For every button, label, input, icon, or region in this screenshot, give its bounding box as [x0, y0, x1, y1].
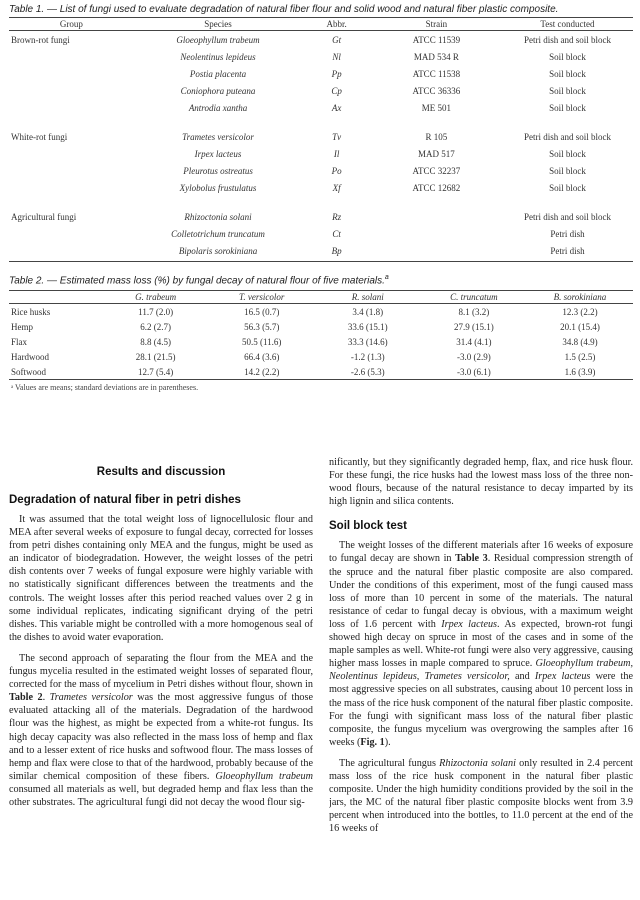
table1-cell-test: Petri dish and soil block	[523, 34, 611, 45]
table2-header-row	[9, 291, 633, 304]
table1-cell-abbr: Gt	[332, 34, 342, 45]
table1-cell-test: Soil block	[549, 148, 586, 159]
table1-cell-abbr: Ct	[332, 228, 341, 239]
table1-cell-species: Xylobolus frustulatus	[179, 182, 257, 193]
table2-cell-value: 12.3 (2.2)	[562, 306, 598, 317]
paragraph-soil-1	[329, 539, 633, 749]
table-reference: Table 3	[455, 553, 488, 565]
table2-cell-value: 28.1 (21.5)	[135, 351, 176, 362]
table1-row	[9, 208, 633, 225]
table1-cell-abbr: Rz	[332, 211, 342, 222]
table1-cell-strain: ATCC 11538	[412, 68, 461, 79]
table1-cell-strain: ME 501	[421, 102, 452, 113]
text-span: ).	[384, 736, 391, 748]
section-heading-results: Results and discussion	[96, 466, 226, 478]
page	[9, 4, 633, 392]
table2-cell-value: 8.8 (4.5)	[140, 336, 171, 347]
table2-cell-value: 14.2 (2.2)	[244, 366, 280, 377]
table2-cell-material: Hemp	[11, 321, 33, 332]
species-name: Gloeophyllum trabeum	[215, 770, 313, 782]
table2-cell-value: 20.1 (15.4)	[560, 321, 600, 332]
table1-header-species: Species	[204, 19, 232, 29]
table1-gap-cell	[9, 196, 633, 208]
table2-bottom-rule	[9, 379, 633, 380]
table1-cell-strain: ATCC 32237	[412, 165, 461, 176]
table1-cell-species: Neolentinus lepideus	[180, 51, 256, 62]
table1-cell-strain	[371, 225, 502, 242]
table2-caption-mark: a	[384, 274, 389, 281]
table2-cell-value: 33.6 (15.1)	[347, 321, 388, 332]
table1-cell-species: Coniophora puteana	[180, 85, 256, 96]
paragraph-petri-1: It was assumed that the total weight loss of lignocellulosic flour and MEA after several weeks of exposure to fungal decay, corrected for losses from petri dishes containing only MEA and the fungus, might be used as an indicator of biodegradation. However, the weight losses of the petri dish contents over 7 weeks of fungal exposure were highly variable with no statistically significant differences between the treatments and the controls. The weight losses after this period reached values over 2 g in some individual replicates, indicating significant drying of the petri dishes. This variable might be controlled with a more homogenous seal of the dishes to avoid water evaporation.	[9, 514, 313, 643]
table1-cell-test: Petri dish and soil block	[523, 211, 611, 222]
text-span: and	[509, 671, 535, 683]
table2-cell-value: 8.1 (3.2)	[458, 306, 490, 317]
species-name: Irpex lacteus	[441, 618, 498, 630]
table1-cell-test: Petri dish and soil block	[523, 131, 611, 142]
table2-header-gt: G. trabeum	[135, 292, 177, 303]
body-columns	[9, 456, 633, 900]
table2-cell-value: 66.4 (3.6)	[244, 351, 280, 362]
table1-cell-group	[9, 65, 134, 82]
table1-header-test: Test conducted	[540, 19, 595, 29]
table1-cell-species: Trametes versicolor	[182, 131, 254, 142]
table1-group-gap	[9, 196, 633, 208]
table1-row	[9, 82, 633, 99]
table2-cell-value: 1.5 (2.5)	[564, 351, 596, 362]
table1-bottom-rule	[9, 261, 633, 262]
text-span: only resulted in 2.4 percent mass loss of the rice husk component in the natural fiber plastic composite. Under the high humidity conditions provided by the soil in the jars, the MC of the natural fiber plastic composite blocks went from 3.9 percent when introduced into the bottles, to 11.0 percent at the end of the 16 weeks of	[329, 757, 633, 835]
table1-cell-abbr: Ax	[331, 102, 342, 113]
table2-cell-value: -3.0 (6.1)	[456, 366, 491, 377]
table1-cell-species: Antrodia xantha	[188, 102, 248, 113]
table1-cell-strain: MAD 534 R	[413, 51, 459, 62]
table1-cell-strain: MAD 517	[418, 148, 455, 159]
table1-cell-strain: R 105	[425, 131, 448, 142]
table2-row	[9, 304, 633, 320]
table1-cell-strain	[371, 208, 502, 225]
table2-row	[9, 334, 633, 349]
table1-cell-abbr: Cp	[331, 85, 342, 96]
table1-cell-species: Colletotrichum truncatum	[171, 228, 265, 239]
table2-header-material	[9, 291, 103, 304]
table2-row	[9, 364, 633, 379]
table2-cell-value: 31.4 (4.1)	[456, 336, 492, 347]
text-span: . As expected, brown-rot fungi showed high decay on spruce in most of the cases and in some of the maple samples as well. White-rot fungi were also very aggressive, causing higher mass losses in maple compared to spruce.	[329, 618, 633, 670]
table2-cell-value: 6.2 (2.7)	[140, 321, 171, 332]
table2-cell-value: 16.5 (0.7)	[244, 306, 280, 317]
table2-cell-value: -2.6 (5.3)	[350, 366, 385, 377]
table1-cell-strain: ATCC 11539	[412, 34, 461, 45]
table1-row	[9, 179, 633, 196]
table1-cell-group: Brown-rot fungi	[11, 34, 70, 45]
table2-row	[9, 349, 633, 364]
table2-cell-material: Softwood	[11, 366, 47, 377]
table1-header-row	[9, 18, 633, 31]
table2-cell-material: Hardwood	[11, 351, 49, 362]
table1	[9, 17, 633, 259]
table1-cell-abbr: Tv	[332, 131, 342, 142]
text-span: were the most aggressive species on all substrates, causing about 10 percent loss in the mass of the rice husk component of the natural fiber plastic composite. For the fungi with significant mass loss of the natural fiber plastic composite, the fungus mycelium was overgrowing the samples after 16 weeks (	[329, 671, 633, 748]
text-span: .	[42, 692, 50, 704]
table1-row	[9, 225, 633, 242]
table1-cell-test: Soil block	[549, 51, 586, 62]
table-reference: Table 2	[9, 692, 43, 704]
table1-cell-group: White-rot fungi	[11, 131, 68, 142]
right-column	[329, 456, 633, 900]
table1-cell-species: Rhizoctonia solani	[184, 211, 252, 222]
table1-cell-test: Petri dish	[550, 228, 585, 239]
species-name: Trametes versicolor	[49, 692, 133, 704]
table2-cell-value: 50.5 (11.6)	[242, 336, 282, 347]
table2-caption-text: Table 2. — Estimated mass loss (%) by fungal decay of natural flour of five materials.	[9, 275, 385, 287]
table1-cell-abbr: Pp	[331, 68, 342, 79]
table1-row	[9, 242, 633, 259]
table1-cell-test: Soil block	[549, 102, 586, 113]
table2-cell-value: 1.6 (3.9)	[564, 366, 596, 377]
paragraph-soil-2	[329, 757, 633, 836]
table1-cell-group	[9, 179, 134, 196]
table2-header-rs: R. solani	[351, 292, 384, 303]
table1-row	[9, 65, 633, 82]
table2-cell-value: 11.7 (2.0)	[138, 306, 174, 317]
table1-gap-cell	[9, 116, 633, 128]
figure-reference: Fig. 1	[360, 736, 385, 748]
table2-cell-value: 34.8 (4.9)	[562, 336, 598, 347]
table1-group-gap	[9, 116, 633, 128]
table1-cell-group	[9, 99, 134, 116]
table2-cell-value: 27.9 (15.1)	[453, 321, 494, 332]
table2-row	[9, 319, 633, 334]
text-span: was the most aggressive fungus of those evaluated attacking all of the materials. Degradation of the hardwood flour was the highest, as might be expected from a white-rot fungus. Its high decay capacity was also reflected in the mass loss of hemp and flax and to a lesser extent of rice husks and softwood flour. The mass losses of hemp and flax were close to that of the hardwood, probably because of the similar chemical composition of these fibers.	[9, 692, 313, 782]
table2-cell-value: -3.0 (2.9)	[456, 351, 491, 362]
text-span: The weight losses of the different materials after 16 weeks of exposure to fungal decay are shown in	[329, 540, 633, 565]
text-span: The agricultural fungus	[339, 757, 440, 769]
left-column	[9, 456, 313, 900]
table1-cell-species: Postia placenta	[189, 68, 247, 79]
table2-header-tv: T. versicolor	[239, 292, 285, 303]
table2-cell-value: 12.7 (5.4)	[138, 366, 174, 377]
species-name: Irpex lacteus	[534, 671, 591, 683]
table1-cell-abbr: Nl	[332, 51, 341, 62]
table1-cell-abbr: Po	[331, 165, 342, 176]
species-name: Gloeophyllum trabeum, Neolentinus lepideus, Trametes versicolor,	[329, 658, 633, 683]
table2-cell-material: Flax	[11, 336, 28, 347]
table1-row	[9, 48, 633, 65]
table1-cell-group	[9, 48, 134, 65]
table1-row	[9, 162, 633, 179]
table1-row	[9, 31, 633, 49]
table2-cell-material: Rice husks	[11, 306, 51, 317]
table1-cell-group	[9, 162, 134, 179]
table2-header-bs: B. sorokiniana	[553, 292, 607, 303]
table1-cell-strain	[371, 242, 502, 259]
table1-cell-test: Soil block	[549, 68, 586, 79]
table1-cell-abbr: Xf	[332, 182, 341, 193]
table1-row	[9, 99, 633, 116]
table1-cell-test: Soil block	[549, 85, 586, 96]
table1-cell-group: Agricultural fungi	[11, 211, 77, 222]
text-span: The second approach of separating the flour from the MEA and the fungus mycelia resulted in the estimated weight losses of separated flour, corrected for the mass of mycelium in Petri dishes without flour, shown in	[9, 652, 313, 691]
table1-cell-species: Irpex lacteus	[194, 148, 242, 159]
table2-cell-value: -1.2 (1.3)	[350, 351, 385, 362]
table2-header-ct: C. truncatum	[450, 292, 498, 303]
table1-cell-group	[9, 225, 134, 242]
table1-caption: Table 1. — List of fungi used to evaluate degradation of natural fiber flour and solid wood and natural fiber plastic composite.	[9, 4, 559, 15]
table1-cell-test: Soil block	[549, 165, 586, 176]
paragraph-petri-2	[9, 652, 313, 809]
table1-cell-species: Pleurotus ostreatus	[183, 165, 253, 176]
species-name: Rhizoctonia solani	[439, 757, 516, 769]
table1-cell-abbr: Il	[333, 148, 340, 159]
paragraph-continued: nificantly, but they significantly degraded hemp, flax, and rice husk flour. For these fungi, the rice husks had the lowest mass loss of the three non-wood flours, because of the natural resistance to decay imparted by its high lignin and silica contents.	[329, 457, 633, 508]
table1-cell-test: Petri dish	[550, 245, 585, 256]
table1-cell-abbr: Bp	[331, 245, 342, 256]
table1-cell-species: Gloeophyllum trabeum	[176, 34, 260, 45]
table1-header-group: Group	[59, 19, 83, 29]
table1-cell-group	[9, 82, 134, 99]
table1-cell-test: Soil block	[549, 182, 586, 193]
table1-row	[9, 128, 633, 145]
subsection-heading-soil: Soil block test	[329, 520, 407, 533]
table1-cell-group	[9, 145, 134, 162]
table1-cell-strain: ATCC 36336	[412, 85, 461, 96]
table2-cell-value: 3.4 (1.8)	[352, 306, 384, 317]
table2-cell-value: 33.3 (14.6)	[347, 336, 388, 347]
table2-caption	[9, 274, 633, 286]
subsection-heading-petri: Degradation of natural fiber in petri dishes	[9, 494, 241, 506]
table1-cell-species: Bipolaris sorokiniana	[178, 245, 258, 256]
text-span: consumed all materials as well, but degraded hemp and flax less than the other substrates. The agricultural fungi did not decay the wood flour sig-	[9, 783, 313, 808]
table1-row	[9, 145, 633, 162]
table1-cell-group	[9, 242, 134, 259]
text-span: . Residual compression strength of the spruce and the natural fiber plastic composite are also compared. Under the conditions of this experiment, most of the fungi caused mass loss of more than 10 percent in some of the materials. The natural resistance of cedar to fungal decay is obvious, with a maximum weight loss of 1.6 percent with	[329, 553, 633, 630]
table2-footnote: ᵃ Values are means; standard deviations are in parentheses.	[11, 383, 199, 393]
table1-header-abbr: Abbr.	[326, 19, 347, 29]
table1-cell-strain: ATCC 12682	[412, 182, 461, 193]
table1-header-strain: Strain	[425, 19, 448, 29]
table2-cell-value: 56.3 (5.7)	[244, 321, 280, 332]
table2	[9, 290, 633, 379]
